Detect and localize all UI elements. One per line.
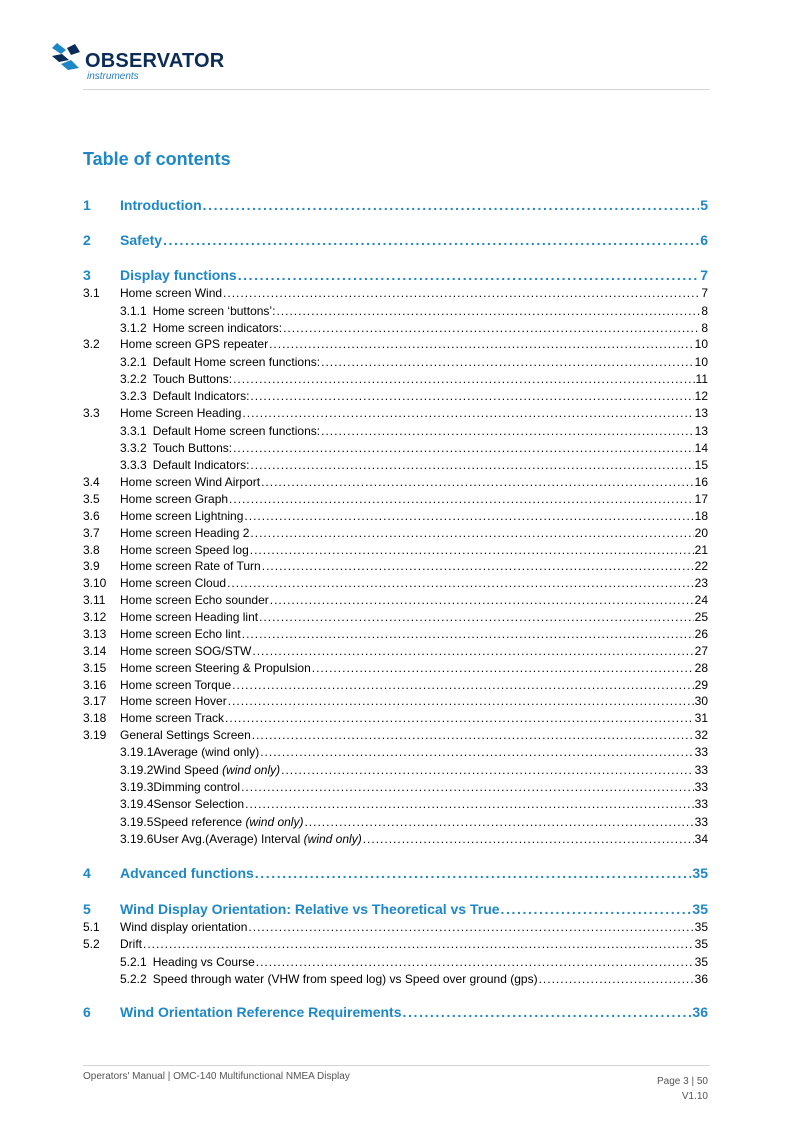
toc-entry-page: 13 [694,424,708,438]
toc-dot-leader [250,458,693,472]
toc-entry-number: 3.14 [83,644,107,658]
toc-entry-page: 18 [694,509,708,523]
toc-entry-page: 6 [700,232,708,248]
toc-entry[interactable] [83,711,708,725]
toc-dot-leader [241,780,694,794]
toc-entry-label-text: Home screen Echo sounder [120,593,269,607]
toc-entry-label [120,543,249,557]
toc-entry-number: 3.2.2 [120,372,147,386]
toc-entry-number: 3.17 [83,694,107,708]
toc-entry-number: 5.2.1 [120,955,147,969]
toc-entry[interactable] [83,815,708,829]
toc-entry[interactable] [83,661,708,675]
toc-entry-number: 3.19.1 [120,745,154,759]
footer-document-title: Operators' Manual | OMC-140 Multifunctional NMEA Display [83,1071,350,1082]
toc-entry-page: 26 [694,627,708,641]
toc-entry-label [120,661,311,675]
toc-entry-number: 4 [83,865,91,881]
toc-entry-number: 1 [83,197,91,213]
toc-entry-label-text: Default Indicators: [152,389,250,403]
toc-entry-label [120,627,241,641]
toc-dot-leader [233,372,694,386]
toc-entry[interactable] [83,797,708,811]
toc-entry[interactable] [83,509,708,523]
logo-name: OBSERVATOR [85,50,225,72]
toc-entry[interactable] [83,406,708,420]
toc-entry-label-italic: (wind only) [245,815,304,829]
toc-entry[interactable] [83,372,708,386]
toc-entry-label-text: Home screen SOG/STW [120,644,252,658]
toc-dot-leader [223,286,700,300]
toc-entry-label [120,711,224,725]
toc-entry-page: 10 [694,337,708,351]
toc-entry[interactable] [83,745,708,759]
toc-entry-label [120,267,237,283]
toc-entry[interactable] [83,232,708,248]
toc-entry-number: 3.3.2 [120,441,147,455]
toc-entry-number: 3.11 [83,593,106,607]
toc-entry-label-text: Average (wind only) [153,745,260,759]
toc-dot-leader [242,627,694,641]
toc-entry-number: 3.9 [83,559,100,573]
toc-entry-label [153,763,280,777]
toc-entry-number: 3.2.3 [120,389,147,403]
toc-entry[interactable] [83,267,708,283]
toc-dot-leader [248,920,693,934]
toc-entry[interactable] [83,321,708,335]
toc-entry-label [120,1004,401,1020]
toc-entry-label-text: Introduction [120,197,202,213]
toc-entry[interactable] [83,694,708,708]
toc-entry-page: 31 [694,711,708,725]
toc-entry-label-text: Home screen Steering & Propulsion [120,661,311,675]
toc-entry[interactable] [83,832,708,846]
toc-entry-label [120,509,243,523]
toc-entry-label-text: Home screen Wind [120,286,223,300]
toc-entry[interactable] [83,389,708,403]
toc-entry[interactable] [83,920,708,934]
toc-entry-page: 12 [694,389,708,403]
toc-entry[interactable] [83,492,708,506]
toc-entry-label [153,955,255,969]
footer-page-info [657,1074,708,1104]
toc-entry-label-text: Home screen Speed log [120,543,249,557]
toc-entry-number: 3.19.4 [120,797,154,811]
toc-entry-label-text: Touch Buttons: [152,372,233,386]
toc-entry[interactable] [83,610,708,624]
logo-subtitle: instruments [87,71,139,82]
toc-entry[interactable] [83,955,708,969]
toc-entry-label-text: Home screen Graph [120,492,229,506]
toc-entry-label [120,232,162,248]
toc-entry-number: 3.12 [83,610,107,624]
toc-entry-label [120,694,227,708]
toc-entry-label [153,441,232,455]
toc-entry-number: 3.3.1 [120,424,147,438]
toc-entry-page: 22 [694,559,708,573]
toc-entry-page: 20 [694,526,708,540]
toc-entry[interactable] [83,644,708,658]
toc-entry[interactable] [83,304,708,318]
toc-entry-label [153,372,232,386]
toc-entry-label [120,492,228,506]
toc-entry-number: 3.16 [83,678,107,692]
toc-dot-leader [539,972,694,986]
toc-entry[interactable] [83,197,708,213]
toc-entry-label [120,475,260,489]
toc-entry-label [153,389,250,403]
toc-entry-number: 3.19.5 [120,815,154,829]
toc-entry-label-text: User Avg.(Average) Interval [153,832,304,846]
toc-entry-label [153,304,276,318]
toc-entry-page: 33 [694,763,708,777]
toc-entry-number: 3.19 [83,728,107,742]
toc-entry-label-text: Home screen Wind Airport [120,475,261,489]
toc-entry-number: 3.2.1 [120,355,147,369]
toc-entry-label [153,797,244,811]
toc-entry-label-text: Home screen Echo lint [120,627,241,641]
footer-divider [83,1065,710,1066]
toc-entry-label-text: Advanced functions [120,865,254,881]
toc-entry-label [153,815,303,829]
toc-entry[interactable] [83,1004,708,1020]
toc-dot-leader [321,424,694,438]
toc-entry-page: 8 [701,304,708,318]
toc-entry[interactable] [83,728,708,742]
toc-entry-page: 33 [694,780,708,794]
toc-entry[interactable] [83,441,708,455]
toc-entry[interactable] [83,543,708,557]
toc-entry-number: 3.18 [83,711,107,725]
toc-dot-leader [283,321,700,335]
toc-entry-page: 14 [694,441,708,455]
toc-entry[interactable] [83,972,708,986]
toc-entry[interactable] [83,780,708,794]
toc-entry-label-text: Home screen Track [120,711,225,725]
toc-entry-label-text: Home screen Hover [120,694,227,708]
toc-dot-leader [260,745,693,759]
toc-entry[interactable] [83,627,708,641]
toc-entry-label [153,745,259,759]
header-divider [83,89,710,90]
toc-dot-leader [262,559,694,573]
toc-entry-page: 33 [694,797,708,811]
toc-entry-label [120,610,258,624]
toc-entry-label-text: Touch Buttons: [152,441,233,455]
toc-entry-number: 3 [83,267,91,283]
toc-entry-number: 3.3 [83,406,100,420]
toc-entry-label [153,780,240,794]
toc-dot-leader [501,901,692,917]
toc-entry-label-text: Home screen Heading 2 [120,526,250,540]
toc-dot-leader [402,1004,691,1020]
toc-entry-number: 3.7 [83,526,100,540]
toc-dot-leader [256,955,694,969]
toc-entry[interactable] [83,526,708,540]
toc-entry-label [120,559,261,573]
toc-entry-number: 3.5 [83,492,100,506]
toc-entry[interactable] [83,901,708,917]
toc-entry-label-text: Default Home screen functions: [152,355,321,369]
toc-dot-leader [363,832,694,846]
toc-entry[interactable] [83,678,708,692]
toc-entry[interactable] [83,593,708,607]
footer-version: V1.10 [681,1091,708,1102]
toc-entry-page: 23 [694,576,708,590]
toc-dot-leader [245,797,694,811]
toc-entry-number: 3.19.3 [120,780,154,794]
toc-entry-number: 3.19.6 [120,832,154,846]
toc-dot-leader [270,593,694,607]
toc-entry-page: 30 [694,694,708,708]
toc-dot-leader [225,711,694,725]
toc-entry-label-text: Wind display orientation [120,920,248,934]
toc-entry-label-text: Safety [120,232,163,248]
toc-entry[interactable] [83,865,708,881]
toc-entry-page: 15 [694,458,708,472]
toc-dot-leader [232,678,693,692]
toc-entry-label [120,286,222,300]
toc-entry-page: 16 [694,475,708,489]
toc-entry-page: 7 [701,286,708,300]
toc-entry-label-text: Wind Orientation Reference Requirements [120,1004,402,1020]
toc-entry-label [120,337,268,351]
toc-entry-label [153,832,361,846]
toc-entry-label [120,593,269,607]
toc-entry-label-text: Home screen Torque [120,678,232,692]
toc-entry-label [120,678,231,692]
toc-entry-page: 33 [694,815,708,829]
toc-entry-page: 32 [694,728,708,742]
toc-entry-label-text: Home screen Heading lint [120,610,259,624]
toc-entry[interactable] [83,576,708,590]
toc-entry-label-text: Sensor Selection [153,797,245,811]
toc-entry-page: 29 [694,678,708,692]
toc-entry-page: 17 [694,492,708,506]
toc-entry-page: 35 [694,955,708,969]
toc-entry-label [120,644,251,658]
toc-entry-label [153,355,320,369]
toc-entry-number: 3.4 [83,475,100,489]
toc-entry-label-text: General Settings Screen [120,728,251,742]
toc-entry-number: 3.13 [83,627,107,641]
toc-entry-page: 7 [700,267,708,283]
toc-dot-leader [259,610,694,624]
toc-entry-label [120,920,247,934]
toc-entry-label-text: Home screen Cloud [120,576,227,590]
toc-entry-number: 3.1 [83,286,100,300]
toc-entry-label [120,526,249,540]
toc-dot-leader [143,937,694,951]
toc-entry-number: 3.19.2 [120,763,154,777]
toc-entry-page: 35 [692,865,708,881]
toc-entry-page: 36 [694,972,708,986]
toc-entry-label-text: Home screen Lightning [120,509,244,523]
toc-dot-leader [255,865,692,881]
toc-entry-page: 10 [694,355,708,369]
toc-entry-label-text: Default Home screen functions: [152,424,321,438]
toc-entry-page: 33 [694,745,708,759]
toc-entry-number: 3.15 [83,661,107,675]
toc-entry[interactable] [83,286,708,300]
toc-entry-label-text: Speed through water (VHW from speed log) vs Speed over ground (gps) [152,972,538,986]
toc-entry-label [120,728,251,742]
toc-entry-label [120,865,254,881]
toc-entry[interactable] [83,424,708,438]
toc-entry-page: 11 [695,372,708,386]
toc-entry-number: 5.2 [83,937,100,951]
toc-entry-page: 5 [700,197,708,213]
toc-entry-number: 5.2.2 [120,972,147,986]
toc-entry-label-text: Home screen Rate of Turn [120,559,261,573]
toc-entry-label-text: Speed reference [153,815,246,829]
toc-dot-leader [312,661,694,675]
toc-dot-leader [233,441,694,455]
toc-entry-number: 3.1.1 [120,304,147,318]
toc-entry-label-text: Wind Speed [153,763,223,777]
toc-dot-leader [252,644,693,658]
toc-entry-number: 6 [83,1004,91,1020]
toc-dot-leader [242,406,693,420]
toc-entry-page: 35 [694,920,708,934]
toc-dot-leader [250,543,694,557]
toc-entry-number: 3.3.3 [120,458,147,472]
toc-dot-leader [269,337,694,351]
toc-entry[interactable] [83,475,708,489]
toc-dot-leader [276,304,700,318]
toc-entry-page: 13 [694,406,708,420]
toc-entry-number: 3.1.2 [120,321,147,335]
toc-entry-label-text: Dimming control [153,780,241,794]
toc-dot-leader [163,232,699,248]
toc-entry-label [120,901,500,917]
toc-entry-page: 36 [692,1004,708,1020]
toc-entry-label-text: Drift [120,937,142,951]
footer-page-number: Page 3 | 50 [657,1076,708,1087]
toc-entry-number: 3.10 [83,576,107,590]
observator-logo-icon [49,40,83,74]
toc-entry-page: 28 [694,661,708,675]
toc-entry-label-text: Default Indicators: [152,458,250,472]
toc-dot-leader [228,694,694,708]
toc-entry-number: 5 [83,901,91,917]
toc-entry-label-text: Home screen GPS repeater [120,337,269,351]
toc-entry[interactable] [83,763,708,777]
toc-dot-leader [281,763,694,777]
toc-entry-label [120,406,241,420]
toc-entry[interactable] [83,355,708,369]
toc-entry-label [153,424,320,438]
toc-dot-leader [261,475,694,489]
toc-entry-page: 35 [694,937,708,951]
toc-entry-label-text: Home Screen Heading [120,406,242,420]
toc-dot-leader [250,526,693,540]
toc-entry-label-text: Heading vs Course [152,955,255,969]
toc-dot-leader [250,389,693,403]
toc-entry-page: 21 [694,543,708,557]
toc-entry-number: 2 [83,232,91,248]
toc-dot-leader [304,815,693,829]
toc-dot-leader [203,197,700,213]
toc-entry-label-italic: (wind only) [303,832,362,846]
toc-entry[interactable] [83,458,708,472]
toc-entry-label [120,937,142,951]
toc-entry-page: 27 [694,644,708,658]
toc-entry-label-text: Display functions [120,267,237,283]
toc-entry[interactable] [83,937,708,951]
toc-entry-label-text: Home screen indicators: [152,321,283,335]
toc-entry-label-text: Home screen ‘buttons’: [152,304,276,318]
toc-entry-page: 24 [694,593,708,607]
toc-dot-leader [229,492,694,506]
toc-entry-page: 35 [692,901,708,917]
toc-dot-leader [252,728,694,742]
toc-entry-number: 3.2 [83,337,100,351]
toc-entry-page: 25 [694,610,708,624]
toc-entry[interactable] [83,559,708,573]
toc-entry-label [153,458,250,472]
toc-entry-number: 3.8 [83,543,100,557]
company-logo [49,40,289,85]
toc-entry[interactable] [83,337,708,351]
toc-entry-label [153,321,282,335]
toc-dot-leader [227,576,694,590]
toc-entry-label [120,576,226,590]
toc-entry-label [120,197,202,213]
toc-entry-label-text: Wind Display Orientation: Relative vs Theoretical vs True [120,901,500,917]
toc-dot-leader [238,267,700,283]
toc-dot-leader [244,509,693,523]
toc-entry-label [153,972,538,986]
toc-entry-page: 34 [694,832,708,846]
toc-entry-label-italic: (wind only) [222,763,281,777]
toc-title: Table of contents [83,149,231,169]
toc-entry-page: 8 [701,321,708,335]
toc-dot-leader [321,355,694,369]
toc-entry-number: 5.1 [83,920,100,934]
toc-entry-number: 3.6 [83,509,100,523]
